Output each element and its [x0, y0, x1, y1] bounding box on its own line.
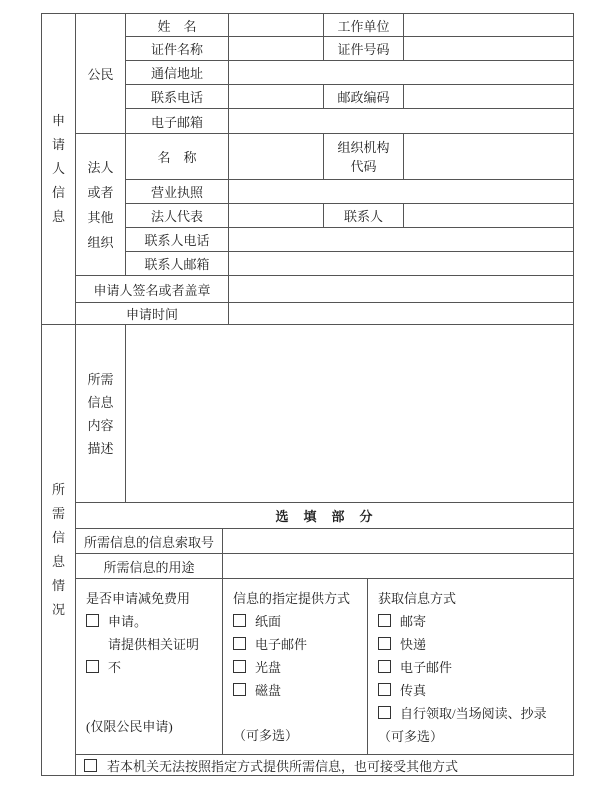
- field-value-signature: [229, 276, 574, 303]
- checkbox-icon: [378, 706, 391, 719]
- option-label: 传真: [400, 683, 427, 698]
- checkbox-icon: [84, 759, 97, 772]
- obtain-method-note: （可多选）: [378, 729, 444, 744]
- obtain-option-email: [378, 656, 569, 679]
- field-label-contact-email: 联系人邮箱: [126, 252, 229, 276]
- field-label-index-no: 所需信息的信息索取号: [76, 529, 223, 554]
- field-value-postcode: [404, 85, 574, 109]
- field-value-index-no: [223, 529, 574, 554]
- fee-waiver-option-decline: [86, 656, 218, 679]
- field-label-name: 姓 名: [126, 14, 229, 37]
- optional-part-title: 选 填 部 分: [76, 503, 574, 529]
- field-label-contact: 联系人: [324, 204, 404, 228]
- option-label: 电子邮件: [255, 637, 308, 652]
- field-value-content-desc: [126, 325, 574, 503]
- field-label-phone: 联系电话: [126, 85, 229, 109]
- provide-option-paper: [233, 610, 363, 633]
- field-label-org-name: 名 称: [126, 134, 229, 180]
- field-value-cert-name: [229, 37, 324, 61]
- provide-method-cell: [223, 579, 368, 755]
- field-value-legal-rep: [229, 204, 324, 228]
- checkbox-icon: [378, 614, 391, 627]
- provide-option-cd: [233, 656, 363, 679]
- provide-method-note: （可多选）: [233, 728, 299, 743]
- group-organization: [76, 134, 126, 276]
- field-value-name: [229, 14, 324, 37]
- section-applicant-info: [42, 14, 76, 325]
- group-label-citizen: 公民: [87, 67, 114, 82]
- field-value-work-unit: [404, 14, 574, 37]
- group-label-organization: 法人或者其他组织: [87, 159, 114, 250]
- field-label-email: 电子邮箱: [126, 109, 229, 134]
- provide-method-title: 信息的指定提供方式: [233, 591, 351, 606]
- checkbox-icon: [233, 683, 246, 696]
- option-label: 磁盘: [255, 683, 282, 698]
- field-label-content-desc: 所需信息内容描述: [76, 325, 126, 503]
- field-label-postcode: 邮政编码: [324, 85, 404, 109]
- checkbox-icon: [233, 614, 246, 627]
- field-value-contact-email: [229, 252, 574, 276]
- checkbox-icon: [233, 660, 246, 673]
- fee-waiver-option-apply: [86, 610, 218, 633]
- checkbox-icon: [378, 683, 391, 696]
- obtain-option-mail: [378, 610, 569, 633]
- provide-option-email: [233, 633, 363, 656]
- field-value-address: [229, 61, 574, 85]
- fee-waiver-footnote: (仅限公民申请): [86, 719, 173, 734]
- field-label-license: 营业执照: [126, 180, 229, 204]
- field-label-address: 通信地址: [126, 61, 229, 85]
- field-value-phone: [229, 85, 324, 109]
- field-label-cert-name: 证件名称: [126, 37, 229, 61]
- field-label-legal-rep: 法人代表: [126, 204, 229, 228]
- field-value-contact: [404, 204, 574, 228]
- checkbox-icon: [378, 660, 391, 673]
- fee-waiver-cell: [76, 579, 223, 755]
- group-citizen: [76, 14, 126, 134]
- field-label-work-unit: 工作单位: [324, 14, 404, 37]
- obtain-option-self-pickup: [378, 702, 569, 725]
- section-label-applicant: 申请人信息: [51, 113, 65, 224]
- field-value-org-name: [229, 134, 324, 180]
- fallback-option-label: 若本机关无法按照指定方式提供所需信息，也可接受其他方式: [107, 758, 459, 774]
- checkbox-icon: [86, 660, 99, 673]
- option-label: 自行领取/当场阅读、抄录: [400, 706, 547, 721]
- field-value-apply-time: [229, 303, 574, 325]
- obtain-method-cell: [368, 579, 574, 755]
- field-value-cert-no: [404, 37, 574, 61]
- field-value-purpose: [223, 554, 574, 579]
- checkbox-icon: [233, 637, 246, 650]
- application-form-table: [41, 13, 574, 776]
- field-value-license: [229, 180, 574, 204]
- checkbox-icon: [378, 637, 391, 650]
- field-label-cert-no: 证件号码: [324, 37, 404, 61]
- fee-waiver-title: 是否申请减免费用: [86, 591, 191, 606]
- option-label: 邮寄: [400, 614, 427, 629]
- fallback-option-cell: [76, 755, 574, 776]
- field-label-org-code: 组织机构代码: [324, 134, 404, 180]
- obtain-option-fax: [378, 679, 569, 702]
- option-label: 光盘: [255, 660, 282, 675]
- field-value-contact-phone: [229, 228, 574, 252]
- option-label: 不: [108, 660, 122, 675]
- fee-waiver-apply-note: 请提供相关证明: [108, 637, 200, 652]
- field-label-purpose: 所需信息的用途: [76, 554, 223, 579]
- field-value-org-code: [404, 134, 574, 180]
- field-label-signature: 申请人签名或者盖章: [76, 276, 229, 303]
- checkbox-icon: [86, 614, 99, 627]
- field-label-contact-phone: 联系人电话: [126, 228, 229, 252]
- field-value-email: [229, 109, 574, 134]
- field-label-apply-time: 申请时间: [76, 303, 229, 325]
- option-label: 纸面: [255, 614, 282, 629]
- obtain-option-express: [378, 633, 569, 656]
- option-label: 电子邮件: [400, 660, 453, 675]
- section-required-info: [42, 325, 76, 776]
- section-label-required-info: 所需信息情况: [51, 482, 65, 617]
- option-label: 快递: [400, 637, 427, 652]
- obtain-method-title: 获取信息方式: [378, 591, 457, 606]
- provide-option-disk: [233, 679, 363, 702]
- option-label: 申请。: [108, 614, 148, 629]
